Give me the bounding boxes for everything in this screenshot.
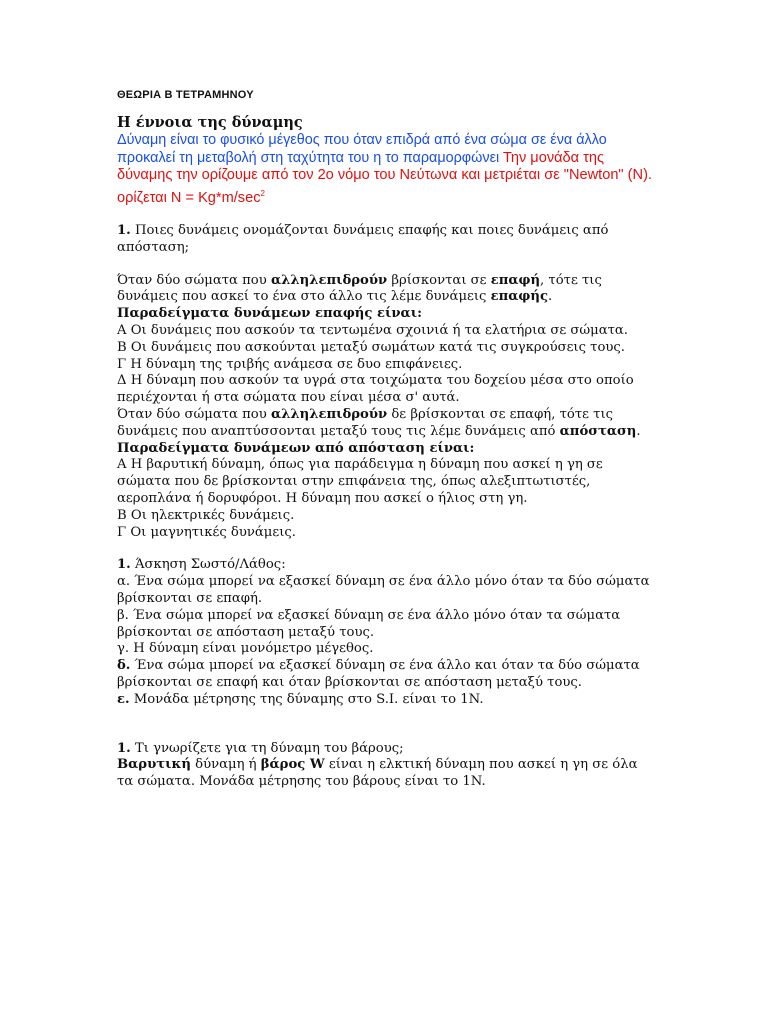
list-item: α. Ένα σώμα μπορεί να εξασκεί δύναμη σε ένα άλλο μόνο όταν τα δύο σώματα βρίσκονται σε επαφή. (117, 574, 650, 606)
list-item: ε. Μονάδα μέτρησης της δύναμης στο S.I. είναι το 1N. (117, 691, 484, 707)
contact-examples-heading: Παραδείγματα δυνάμεων επαφής είναι: (117, 306, 422, 322)
weight-answer: Βαρυτική δύναμη ή βάρος W είναι η ελκτική δύναμη που ασκεί η γη σε όλα τα σώματα. Μονάδα μέτρησης του βάρους είναι το 1N. (117, 757, 638, 790)
list-item: Γ Η δύναμη της τριβής ανάμεσα σε δυο επιφάνειες. (117, 356, 463, 372)
exercise-title: 1. Άσκηση Σωστό/Λάθος: (117, 557, 286, 573)
definition-paragraph (117, 132, 657, 185)
unit-formula: ορίζεται $N = Kg*m/\sec^2$ (117, 189, 265, 207)
list-item: γ. Η δύναμη είναι μονόμετρο μέγεθος. (117, 641, 374, 657)
document-body (117, 115, 657, 791)
section-title: Η έννοια της δύναμης (117, 114, 303, 131)
question-weight: 1. Τι γνωρίζετε για τη δύναμη του βάρους; (117, 740, 404, 756)
page-header: ΘΕΩΡΙΑ Β ΤΕΤΡΑΜΗΝΟΥ (117, 89, 254, 101)
list-item: Γ Οι μαγνητικές δυνάμεις. (117, 524, 296, 540)
list-item: Δ Η δύναμη που ασκούν τα υγρά στα τοιχώματα του δοχείου μέσα στο οποίο περιέχονται ή στα σώματα που είναι μέσα σ' αυτά. (117, 373, 634, 406)
distance-forces-paragraph: Όταν δύο σώματα που αλληλεπιδρούν δε βρίσκονται σε επαφή, τότε τις δυνάμεις που αναπτύσσονται μεταξύ τους τις λέμε δυνάμεις από απόσταση. (117, 407, 641, 439)
list-item: Α Η βαρυτική δύναμη, όπως για παράδειγμα η δύναμη που ασκεί η γη σε σώματα που δε βρίσκονται στην επιφάνεια της, όπως αλεξιπτωτιστές, αεροπλάνα ή δορυφόροι. Η δύναμη που ασκεί ο ήλιος στη γη. (117, 457, 603, 506)
list-item: Β Οι δυνάμεις που ασκούνται μεταξύ σωμάτων κατά τις συγκρούσεις τους. (117, 339, 626, 355)
contact-forces-paragraph: Όταν δύο σώματα που αλληλεπιδρούν βρίσκονται σε επαφή, τότε τις δυνάμεις που ασκεί το ένα στο άλλο τις λέμε δυνάμεις επαφής. (117, 272, 602, 305)
force-definition: Δύναμη είναι το φυσικό μέγεθος που όταν επιδρά από ένα σώμα σε ένα άλλο προκαλεί τη μεταβολή στη ταχύτητα του η το παραμορφώνει (117, 131, 607, 166)
list-item: Α Οι δυνάμεις που ασκούν τα τεντωμένα σχοινιά ή τα ελατήρια σε σώματα. (117, 323, 628, 339)
distance-examples-heading: Παραδείγματα δυνάμεων από απόσταση είναι: (117, 440, 475, 456)
question-contact-distance: 1. Ποιες δυνάμεις ονομάζονται δυνάμεις επαφής και ποιες δυνάμεις από απόσταση; (117, 223, 609, 255)
list-item: δ. Ένα σώμα μπορεί να εξασκεί δύναμη σε ένα άλλο και όταν τα δύο σώματα βρίσκονται σε επαφή και όταν βρίσκονται σε απόσταση μεταξύ τους. (117, 658, 640, 690)
list-item: Β Οι ηλεκτρικές δυνάμεις. (117, 507, 295, 523)
unit-statement: Την μονάδα της δύναμης την ορίζουμε από τον 2ο νόμο του Νεύτωνα και μετριέται σε "Newton" (N). (117, 149, 652, 184)
list-item: β. Ένα σώμα μπορεί να εξασκεί δύναμη σε ένα άλλο μόνο όταν τα σώματα βρίσκονται σε απόσταση μεταξύ τους. (117, 607, 621, 640)
